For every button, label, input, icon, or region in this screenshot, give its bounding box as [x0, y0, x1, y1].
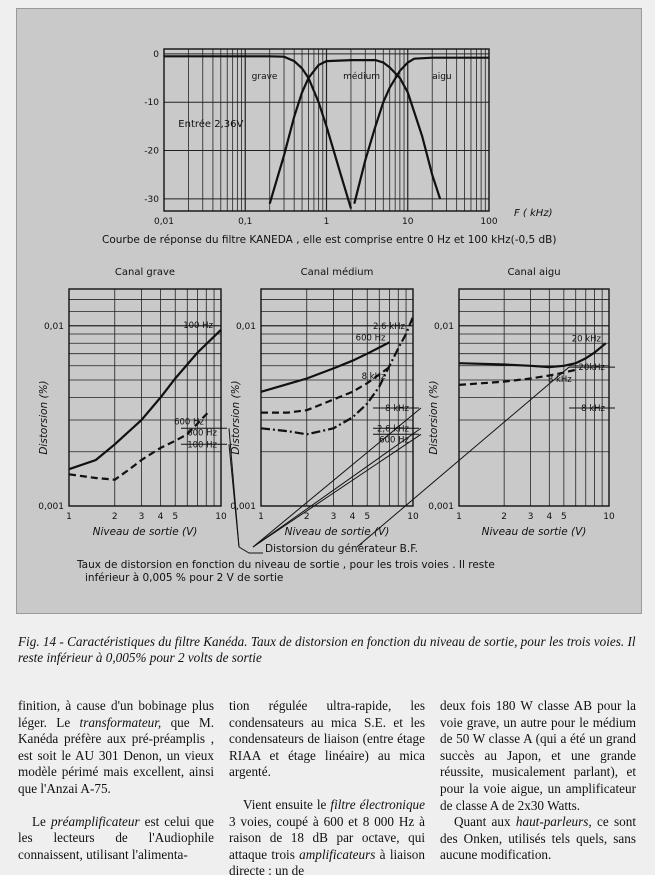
- article-column-3: [440, 698, 636, 864]
- y-axis-label: Distorsion (%): [428, 380, 440, 455]
- x-tick-label: 4: [349, 512, 356, 522]
- text: est celui que les lecteurs de l'Audiophile connaissent, utilisant l'alimenta-: [18, 813, 214, 862]
- chart-1: [38, 267, 239, 547]
- x-tick-label: 10: [402, 217, 414, 227]
- x-axis-label: Niveau de sortie (V): [92, 526, 198, 538]
- annotation: Entrée 2,36V: [178, 119, 244, 130]
- figure-panel: [16, 8, 642, 614]
- series-label: 600 Hz: [355, 333, 386, 344]
- x-tick-label: 10: [215, 512, 227, 522]
- x-tick-label: 1: [258, 512, 264, 522]
- y-tick-label: 0,01: [433, 321, 454, 332]
- generator-leader-line: [229, 444, 239, 547]
- series-line-600-hz: [261, 342, 390, 392]
- x-axis-label: Niveau de sortie (V): [481, 526, 587, 538]
- text-em: amplificateurs: [299, 846, 376, 862]
- generator-marker-label: 600 Hz: [379, 435, 409, 446]
- y-tick-label: -30: [144, 194, 159, 205]
- article-column-2: [229, 698, 425, 875]
- y-tick-label: 0,001: [230, 502, 256, 512]
- x-tick-label: 3: [527, 512, 534, 522]
- generator-marker-label: 8 kHz: [385, 404, 409, 414]
- text: Vient ensuite le: [243, 796, 331, 812]
- x-tick-label: 2: [111, 512, 118, 522]
- series-line-2-6-khz: [261, 317, 413, 434]
- chart-title: Canal aigu: [507, 267, 561, 278]
- text: à liaison directe : un de: [229, 846, 425, 875]
- series-label: 8 kHz: [361, 372, 386, 383]
- y-tick-label: 0,001: [428, 502, 454, 512]
- x-tick-label: 10: [407, 512, 419, 522]
- series-label: 20 kHz: [571, 334, 601, 345]
- x-tick-label: 5: [560, 512, 567, 522]
- x-axis-label: F ( kHz): [514, 208, 553, 219]
- y-tick-label: 0,01: [235, 321, 256, 332]
- generator-marker-label: 100 Hz: [187, 440, 217, 451]
- text: ce sont des Onken, utilisés tels quels, sans aucune modification.: [440, 814, 636, 863]
- series-label: 100 Hz: [183, 320, 213, 331]
- x-tick-label: 0,01: [153, 217, 175, 227]
- y-tick-label: -10: [144, 98, 159, 109]
- x-axis-label: Niveau de sortie (V): [284, 526, 390, 538]
- y-tick-label: 0,01: [43, 321, 64, 332]
- response-caption: Courbe de réponse du filtre KANEDA , elle est comprise entre 0 Hz et 100 kHz(-0,5 dB): [102, 234, 557, 246]
- generator-marker-label: 600 Hz: [187, 428, 217, 439]
- x-tick-label: 10: [603, 512, 615, 522]
- text: que M. Kanéda préfère aux pré-préamplis , est soit le AU 301 Denon, un vieux modèle périmé mais excellent, ainsi que l'Anzai A-75.: [18, 714, 214, 796]
- annotation: médium: [343, 72, 381, 82]
- y-tick-label: 0,001: [38, 502, 64, 512]
- text: tion régulée ultra-rapide, les condensateurs au mica S.E. et les condensateurs de liaison (entre étage RIAA et étage linéaire) au mica argenté.: [229, 698, 425, 780]
- article-column-1: [18, 698, 214, 863]
- text: deux fois 180 W classe AB pour la voie grave, un autre pour le médium de 50 W classe A (qui a été un grand succès au Japon, et une grande réussite, musicalement parlant), et pour la voie aigue, un amplificateur de classe A de 2x30 Watts.: [440, 698, 636, 813]
- x-tick-label: 100: [480, 217, 498, 227]
- generator-marker-label: 8 kHz: [581, 404, 605, 414]
- x-tick-label: 4: [546, 512, 553, 522]
- figure-caption: Fig. 14 - Caractéristiques du filtre Kanéda. Taux de distorsion en fonction du niveau de sortie, pour les trois voies. Il reste inférieur à 0,005% pour 2 volts de sortie: [18, 634, 636, 665]
- y-axis-label: Distorsion (%): [38, 380, 50, 455]
- generator-marker-label: 20kHz: [578, 363, 605, 374]
- distortion-caption-line1: Taux de distorsion en fonction du niveau de sortie , pour les trois voies . Il reste: [77, 559, 495, 571]
- distortion-caption-line2: inférieur à 0,005 % pour 2 V de sortie: [85, 572, 284, 584]
- x-tick-label: 3: [330, 512, 337, 522]
- series-label: 600 Hz: [174, 417, 204, 428]
- generator-marker-label: 2,6 kHz: [377, 424, 409, 435]
- chart-title: Canal grave: [114, 267, 176, 278]
- annotation: grave: [251, 72, 278, 82]
- x-tick-label: 1: [66, 512, 72, 522]
- text: 3 voies, coupé à 600 et 8 000 Hz à raison de 18 dB par octave, qui attaque trois: [229, 813, 425, 862]
- generator-leader-line: [357, 367, 569, 547]
- x-tick-label: 5: [364, 512, 371, 522]
- x-tick-label: 1: [323, 217, 330, 227]
- y-tick-label: 0: [153, 49, 159, 60]
- x-tick-label: 2: [501, 512, 508, 522]
- x-tick-label: 2: [303, 512, 310, 522]
- x-tick-label: 4: [157, 512, 164, 522]
- series-label: 8 kHz: [547, 374, 572, 385]
- text: finition, à cause d'un bobinage plus léger. Le: [18, 698, 214, 730]
- figure-charts: [17, 9, 641, 613]
- series-label: 2,6 kHz: [373, 321, 405, 332]
- x-tick-label: 3: [138, 512, 145, 522]
- generator-label: Distorsion du générateur B.F.: [265, 543, 418, 555]
- text-em: transformateur,: [79, 714, 162, 730]
- text: Le: [32, 813, 51, 829]
- y-axis-label: Distorsion (%): [230, 380, 242, 455]
- chart-2: [230, 266, 421, 547]
- x-tick-label: 5: [172, 512, 179, 522]
- annotation: aigu: [432, 72, 452, 82]
- x-tick-label: 1: [456, 512, 462, 522]
- text-em: haut-parleurs,: [515, 814, 592, 830]
- text-em: préamplificateur: [50, 813, 140, 829]
- x-tick-label: 0,1: [238, 217, 253, 227]
- chart-title: Canal médium: [300, 267, 374, 278]
- generator-leader-join: [239, 547, 263, 553]
- text-em: filtre électronique: [330, 796, 425, 812]
- y-tick-label: -20: [144, 146, 159, 157]
- chart-0: [144, 49, 552, 227]
- text: Quant aux: [454, 814, 516, 830]
